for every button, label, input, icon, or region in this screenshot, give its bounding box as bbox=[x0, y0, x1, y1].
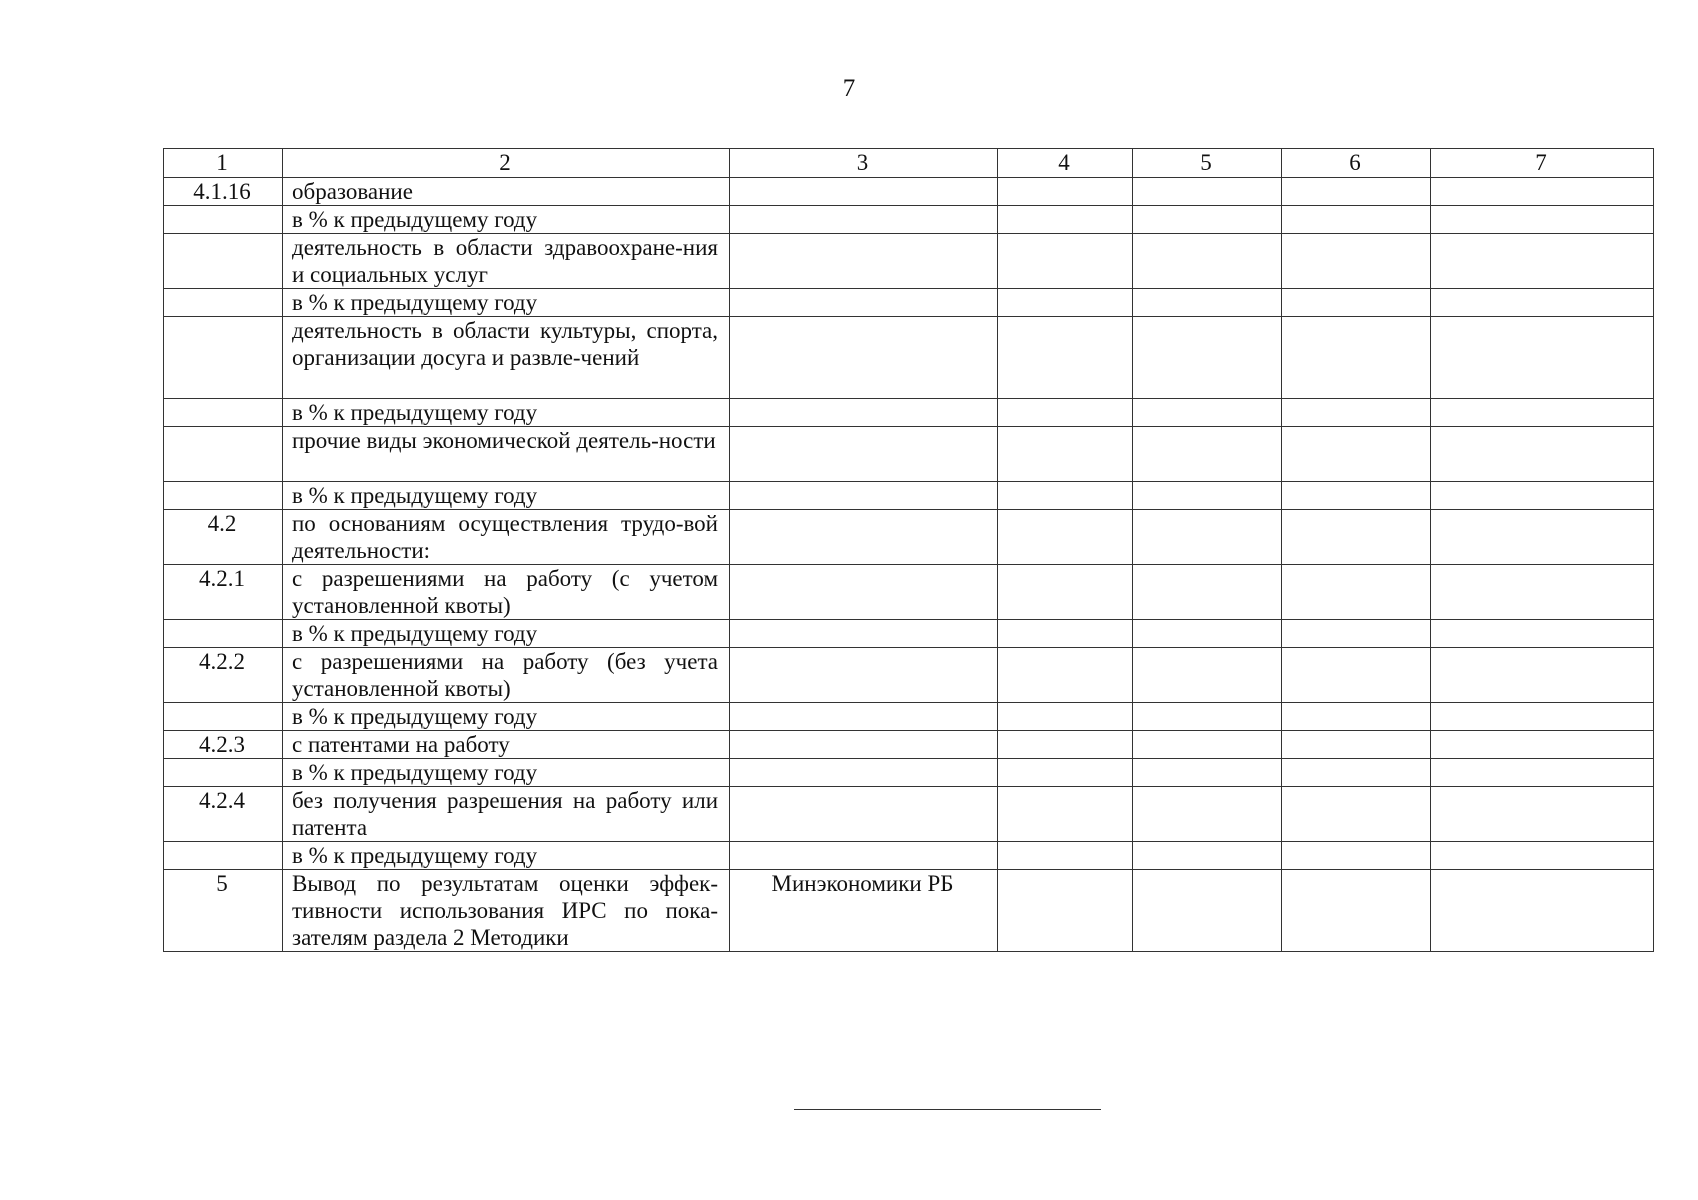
header-row bbox=[164, 149, 1654, 178]
value-cell-col-6 bbox=[1282, 206, 1431, 234]
value-cell-col-6 bbox=[1282, 399, 1431, 427]
value-cell-col-4 bbox=[998, 787, 1133, 842]
row-number bbox=[164, 482, 283, 510]
value-cell-col-7 bbox=[1431, 565, 1654, 620]
row-number bbox=[164, 206, 283, 234]
row-number bbox=[164, 703, 283, 731]
table-row bbox=[164, 870, 1654, 952]
row-number bbox=[164, 427, 283, 482]
row-number: 4.2 bbox=[164, 510, 283, 565]
row-indicator: прочие виды экономической деятель-ности bbox=[283, 427, 730, 482]
value-cell-col-6 bbox=[1282, 842, 1431, 870]
value-cell-col-4 bbox=[998, 703, 1133, 731]
row-number bbox=[164, 234, 283, 289]
row-responsible bbox=[730, 399, 998, 427]
value-cell-col-6 bbox=[1282, 427, 1431, 482]
value-cell-col-6 bbox=[1282, 565, 1431, 620]
row-indicator: в % к предыдущему году bbox=[283, 289, 730, 317]
table-row bbox=[164, 731, 1654, 759]
column-header: 1 bbox=[164, 149, 283, 178]
value-cell-col-4 bbox=[998, 510, 1133, 565]
row-indicator: деятельность в области здравоохране-ния и социальных услуг bbox=[283, 234, 730, 289]
row-responsible bbox=[730, 565, 998, 620]
row-indicator: по основаниям осуществления трудо-вой деятельности: bbox=[283, 510, 730, 565]
row-responsible bbox=[730, 731, 998, 759]
row-indicator: в % к предыдущему году bbox=[283, 206, 730, 234]
value-cell-col-4 bbox=[998, 759, 1133, 787]
row-number bbox=[164, 759, 283, 787]
value-cell-col-6 bbox=[1282, 787, 1431, 842]
value-cell-col-7 bbox=[1431, 731, 1654, 759]
value-cell-col-7 bbox=[1431, 648, 1654, 703]
column-header: 2 bbox=[283, 149, 730, 178]
value-cell-col-5 bbox=[1133, 510, 1282, 565]
value-cell-col-6 bbox=[1282, 870, 1431, 952]
table-row bbox=[164, 482, 1654, 510]
value-cell-col-7 bbox=[1431, 703, 1654, 731]
value-cell-col-7 bbox=[1431, 317, 1654, 399]
table-row bbox=[164, 206, 1654, 234]
table-row bbox=[164, 842, 1654, 870]
table-row bbox=[164, 317, 1654, 399]
row-indicator: в % к предыдущему году bbox=[283, 399, 730, 427]
value-cell-col-7 bbox=[1431, 787, 1654, 842]
data-table bbox=[163, 148, 1654, 952]
row-responsible bbox=[730, 317, 998, 399]
row-number bbox=[164, 399, 283, 427]
table-body bbox=[164, 178, 1654, 952]
value-cell-col-7 bbox=[1431, 178, 1654, 206]
value-cell-col-4 bbox=[998, 399, 1133, 427]
value-cell-col-4 bbox=[998, 178, 1133, 206]
page-number: 7 bbox=[842, 75, 856, 102]
row-indicator: без получения разрешения на работу или патента bbox=[283, 787, 730, 842]
row-number: 5 bbox=[164, 870, 283, 952]
value-cell-col-7 bbox=[1431, 289, 1654, 317]
value-cell-col-5 bbox=[1133, 206, 1282, 234]
value-cell-col-4 bbox=[998, 427, 1133, 482]
table-row bbox=[164, 565, 1654, 620]
value-cell-col-4 bbox=[998, 565, 1133, 620]
value-cell-col-5 bbox=[1133, 787, 1282, 842]
value-cell-col-5 bbox=[1133, 427, 1282, 482]
value-cell-col-7 bbox=[1431, 482, 1654, 510]
row-number bbox=[164, 317, 283, 399]
table-row bbox=[164, 703, 1654, 731]
row-responsible bbox=[730, 759, 998, 787]
table-row bbox=[164, 510, 1654, 565]
column-header: 4 bbox=[998, 149, 1133, 178]
row-responsible bbox=[730, 510, 998, 565]
value-cell-col-6 bbox=[1282, 289, 1431, 317]
value-cell-col-5 bbox=[1133, 234, 1282, 289]
value-cell-col-7 bbox=[1431, 206, 1654, 234]
value-cell-col-5 bbox=[1133, 289, 1282, 317]
row-indicator: образование bbox=[283, 178, 730, 206]
value-cell-col-4 bbox=[998, 648, 1133, 703]
value-cell-col-6 bbox=[1282, 703, 1431, 731]
column-header: 5 bbox=[1133, 149, 1282, 178]
value-cell-col-7 bbox=[1431, 842, 1654, 870]
row-indicator: в % к предыдущему году bbox=[283, 620, 730, 648]
value-cell-col-6 bbox=[1282, 234, 1431, 289]
end-rule bbox=[794, 1109, 1101, 1110]
row-number: 4.2.2 bbox=[164, 648, 283, 703]
value-cell-col-6 bbox=[1282, 620, 1431, 648]
value-cell-col-5 bbox=[1133, 565, 1282, 620]
value-cell-col-6 bbox=[1282, 648, 1431, 703]
row-number bbox=[164, 620, 283, 648]
row-responsible bbox=[730, 648, 998, 703]
row-indicator: в % к предыдущему году bbox=[283, 759, 730, 787]
value-cell-col-5 bbox=[1133, 731, 1282, 759]
row-responsible bbox=[730, 620, 998, 648]
value-cell-col-4 bbox=[998, 731, 1133, 759]
value-cell-col-5 bbox=[1133, 870, 1282, 952]
row-responsible bbox=[730, 482, 998, 510]
value-cell-col-4 bbox=[998, 289, 1133, 317]
row-indicator: в % к предыдущему году bbox=[283, 703, 730, 731]
value-cell-col-7 bbox=[1431, 510, 1654, 565]
row-responsible bbox=[730, 206, 998, 234]
table-row bbox=[164, 759, 1654, 787]
value-cell-col-6 bbox=[1282, 178, 1431, 206]
table-row bbox=[164, 289, 1654, 317]
value-cell-col-4 bbox=[998, 842, 1133, 870]
row-number: 4.2.4 bbox=[164, 787, 283, 842]
row-number: 4.2.3 bbox=[164, 731, 283, 759]
table-row bbox=[164, 399, 1654, 427]
value-cell-col-5 bbox=[1133, 178, 1282, 206]
table-row bbox=[164, 178, 1654, 206]
column-header: 3 bbox=[730, 149, 998, 178]
row-responsible bbox=[730, 703, 998, 731]
value-cell-col-5 bbox=[1133, 648, 1282, 703]
row-number: 4.1.16 bbox=[164, 178, 283, 206]
table-row bbox=[164, 234, 1654, 289]
row-responsible bbox=[730, 178, 998, 206]
value-cell-col-5 bbox=[1133, 482, 1282, 510]
row-responsible bbox=[730, 842, 998, 870]
row-indicator: в % к предыдущему году bbox=[283, 482, 730, 510]
value-cell-col-7 bbox=[1431, 620, 1654, 648]
table-row bbox=[164, 620, 1654, 648]
value-cell-col-7 bbox=[1431, 427, 1654, 482]
value-cell-col-6 bbox=[1282, 510, 1431, 565]
table-row bbox=[164, 787, 1654, 842]
value-cell-col-6 bbox=[1282, 759, 1431, 787]
row-responsible bbox=[730, 427, 998, 482]
row-number bbox=[164, 842, 283, 870]
column-header: 7 bbox=[1431, 149, 1654, 178]
row-responsible bbox=[730, 289, 998, 317]
value-cell-col-5 bbox=[1133, 703, 1282, 731]
value-cell-col-7 bbox=[1431, 870, 1654, 952]
value-cell-col-5 bbox=[1133, 399, 1282, 427]
value-cell-col-5 bbox=[1133, 842, 1282, 870]
value-cell-col-4 bbox=[998, 870, 1133, 952]
value-cell-col-5 bbox=[1133, 620, 1282, 648]
value-cell-col-7 bbox=[1431, 399, 1654, 427]
row-responsible: Минэкономики РБ bbox=[730, 870, 998, 952]
row-number: 4.2.1 bbox=[164, 565, 283, 620]
row-indicator: с разрешениями на работу (без учета установленной квоты) bbox=[283, 648, 730, 703]
row-indicator: в % к предыдущему году bbox=[283, 842, 730, 870]
column-header: 6 bbox=[1282, 149, 1431, 178]
value-cell-col-6 bbox=[1282, 317, 1431, 399]
value-cell-col-4 bbox=[998, 482, 1133, 510]
value-cell-col-5 bbox=[1133, 759, 1282, 787]
value-cell-col-4 bbox=[998, 234, 1133, 289]
value-cell-col-4 bbox=[998, 206, 1133, 234]
row-responsible bbox=[730, 234, 998, 289]
row-indicator: с разрешениями на работу (с учетом установленной квоты) bbox=[283, 565, 730, 620]
row-responsible bbox=[730, 787, 998, 842]
row-indicator: с патентами на работу bbox=[283, 731, 730, 759]
value-cell-col-6 bbox=[1282, 482, 1431, 510]
row-number bbox=[164, 289, 283, 317]
value-cell-col-5 bbox=[1133, 317, 1282, 399]
table-row bbox=[164, 648, 1654, 703]
value-cell-col-6 bbox=[1282, 731, 1431, 759]
row-indicator: деятельность в области культуры, спорта, организации досуга и развле-чений bbox=[283, 317, 730, 399]
table-row bbox=[164, 427, 1654, 482]
row-indicator: Вывод по результатам оценки эффек-тивности использования ИРС по пока-зателям раздела 2 Методики bbox=[283, 870, 730, 952]
value-cell-col-4 bbox=[998, 620, 1133, 648]
value-cell-col-4 bbox=[998, 317, 1133, 399]
value-cell-col-7 bbox=[1431, 234, 1654, 289]
value-cell-col-7 bbox=[1431, 759, 1654, 787]
